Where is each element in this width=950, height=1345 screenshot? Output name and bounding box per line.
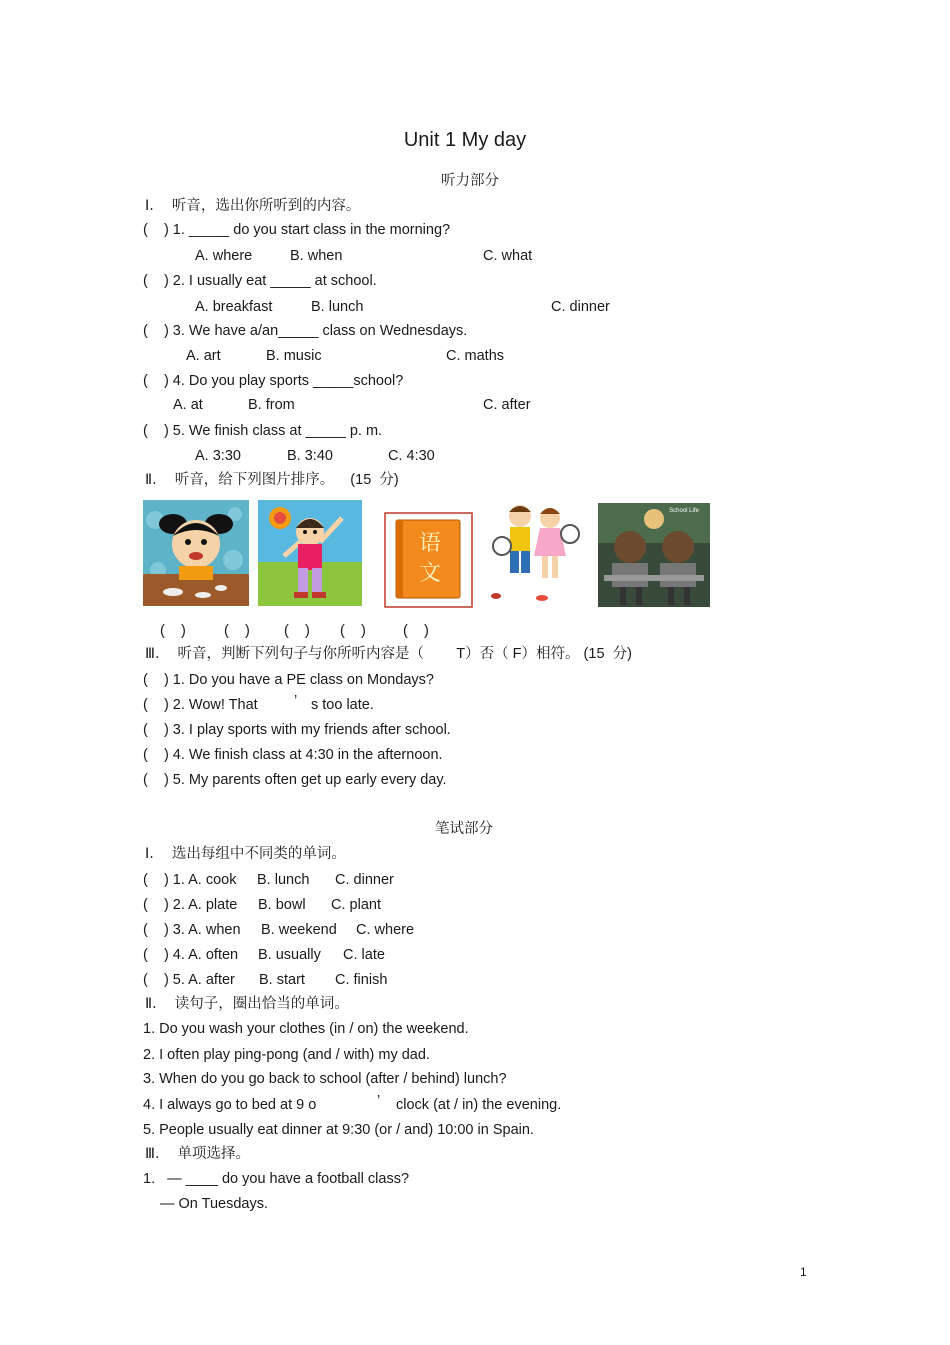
l1-q1-option-c: C. what: [483, 248, 533, 264]
w1-row-5-a: ( ) 5. A. after: [143, 972, 235, 988]
w2-item-4: 4. I always go to bed at 9 o: [143, 1097, 317, 1113]
girl-eating-picture: [143, 500, 249, 606]
l3-item-3: ( ) 3. I play sports with my friends after school.: [143, 722, 451, 738]
picture-order-blank-1[interactable]: ( ): [160, 623, 186, 639]
l1-q3-option-c: C. maths: [446, 348, 505, 364]
l3-item-5: ( ) 5. My parents often get up early every day.: [143, 772, 447, 788]
written-section-header: 笔试部分: [435, 821, 493, 837]
listening-part2-heading: Ⅱ． 听音，给下列图片排序。 (15 分): [145, 472, 399, 488]
l1-q5-option-c: C. 4:30: [388, 448, 435, 464]
l1-q2-option-a: A. breakfast: [195, 299, 273, 315]
w1-row-3-a: ( ) 3. A. when: [143, 922, 241, 938]
l1-q5-option-b: B. 3:40: [287, 448, 333, 464]
w1-row-2-b: B. bowl: [258, 897, 306, 913]
l1-q2-stem: ( ) 2. I usually eat _____ at school.: [143, 273, 377, 289]
w1-row-1-a: ( ) 1. A. cook: [143, 872, 237, 888]
written-part3-heading: Ⅲ． 单项选择。: [145, 1146, 251, 1162]
l3-item-2-apostrophe: ’: [294, 693, 298, 709]
picture-order-blank-3[interactable]: ( ): [284, 623, 310, 639]
w2-item-3: 3. When do you go back to school (after / behind) lunch?: [143, 1071, 507, 1087]
written-part2-heading: Ⅱ． 读句子，圈出恰当的单词。: [145, 996, 349, 1012]
w2-item-4-apostrophe: ’: [377, 1093, 381, 1109]
w2-item-2: 2. I often play ping-pong (and / with) my dad.: [143, 1047, 430, 1063]
l1-q4-option-b: B. from: [248, 397, 295, 413]
l1-q1-option-a: A. where: [195, 248, 253, 264]
school-life-picture: [598, 503, 710, 607]
w1-row-2-c: C. plant: [331, 897, 381, 913]
l3-item-2-tail: s too late.: [311, 697, 374, 713]
chinese-book-picture: [384, 508, 473, 612]
book-title-char1: 语: [418, 531, 442, 556]
l1-q3-option-a: A. art: [186, 348, 221, 364]
page-number: 1: [800, 1265, 807, 1279]
l1-q2-option-b: B. lunch: [311, 299, 364, 315]
picture-order-blank-2[interactable]: ( ): [224, 623, 250, 639]
l1-q4-option-c: C. after: [483, 397, 531, 413]
l1-q3-option-b: B. music: [266, 348, 322, 364]
l3-item-4: ( ) 4. We finish class at 4:30 in the afternoon.: [143, 747, 443, 763]
l1-q2-option-c: C. dinner: [551, 299, 610, 315]
w1-row-2-a: ( ) 2. A. plate: [143, 897, 238, 913]
w2-item-4-tail: clock (at / in) the evening.: [396, 1097, 562, 1113]
l1-q5-option-a: A. 3:30: [195, 448, 241, 464]
listening-part3-heading: Ⅲ． 听音，判断下列句子与你所听内容是（ T）否（ F）相符。 (15 分): [145, 646, 632, 662]
w1-row-1-c: C. dinner: [335, 872, 394, 888]
w2-item-5: 5. People usually eat dinner at 9:30 (or / and) 10:00 in Spain.: [143, 1122, 534, 1138]
w1-row-1-b: B. lunch: [257, 872, 310, 888]
l3-item-2: ( ) 2. Wow! That: [143, 697, 258, 713]
w1-row-3-c: C. where: [356, 922, 415, 938]
w1-row-3-b: B. weekend: [261, 922, 337, 938]
listening-section-header: 听力部分: [441, 173, 499, 189]
l1-q1-stem: ( ) 1. _____ do you start class in the morning?: [143, 222, 451, 238]
book-title-char2: 文: [418, 561, 442, 586]
girl-exercising-picture: [258, 500, 362, 606]
listening-part1-heading: Ⅰ． 听音，选出你所听到的内容。: [145, 198, 361, 214]
w1-row-4-b: B. usually: [258, 947, 321, 963]
w3-a1: — On Tuesdays.: [160, 1196, 268, 1212]
w3-q1: 1. — ____ do you have a football class?: [143, 1171, 410, 1187]
l1-q1-option-b: B. when: [290, 248, 343, 264]
w1-row-4-c: C. late: [343, 947, 385, 963]
l1-q5-stem: ( ) 5. We finish class at _____ p. m.: [143, 423, 383, 439]
w2-item-1: 1. Do you wash your clothes (in / on) the weekend.: [143, 1021, 469, 1037]
page-title: Unit 1 My day: [403, 129, 527, 151]
l1-q4-option-a: A. at: [173, 397, 203, 413]
w1-row-5-b: B. start: [259, 972, 305, 988]
l3-item-1: ( ) 1. Do you have a PE class on Mondays?: [143, 672, 434, 688]
school-life-label: School Life: [669, 508, 699, 514]
kids-tennis-picture: [484, 500, 588, 606]
l1-q3-stem: ( ) 3. We have a/an_____ class on Wednesdays.: [143, 323, 468, 339]
written-part1-heading: Ⅰ． 选出每组中不同类的单词。: [145, 846, 346, 862]
picture-order-blank-4[interactable]: ( ): [340, 623, 366, 639]
w1-row-4-a: ( ) 4. A. often: [143, 947, 239, 963]
picture-order-blank-5[interactable]: ( ): [403, 623, 429, 639]
w1-row-5-c: C. finish: [335, 972, 388, 988]
l1-q4-stem: ( ) 4. Do you play sports _____school?: [143, 373, 404, 389]
